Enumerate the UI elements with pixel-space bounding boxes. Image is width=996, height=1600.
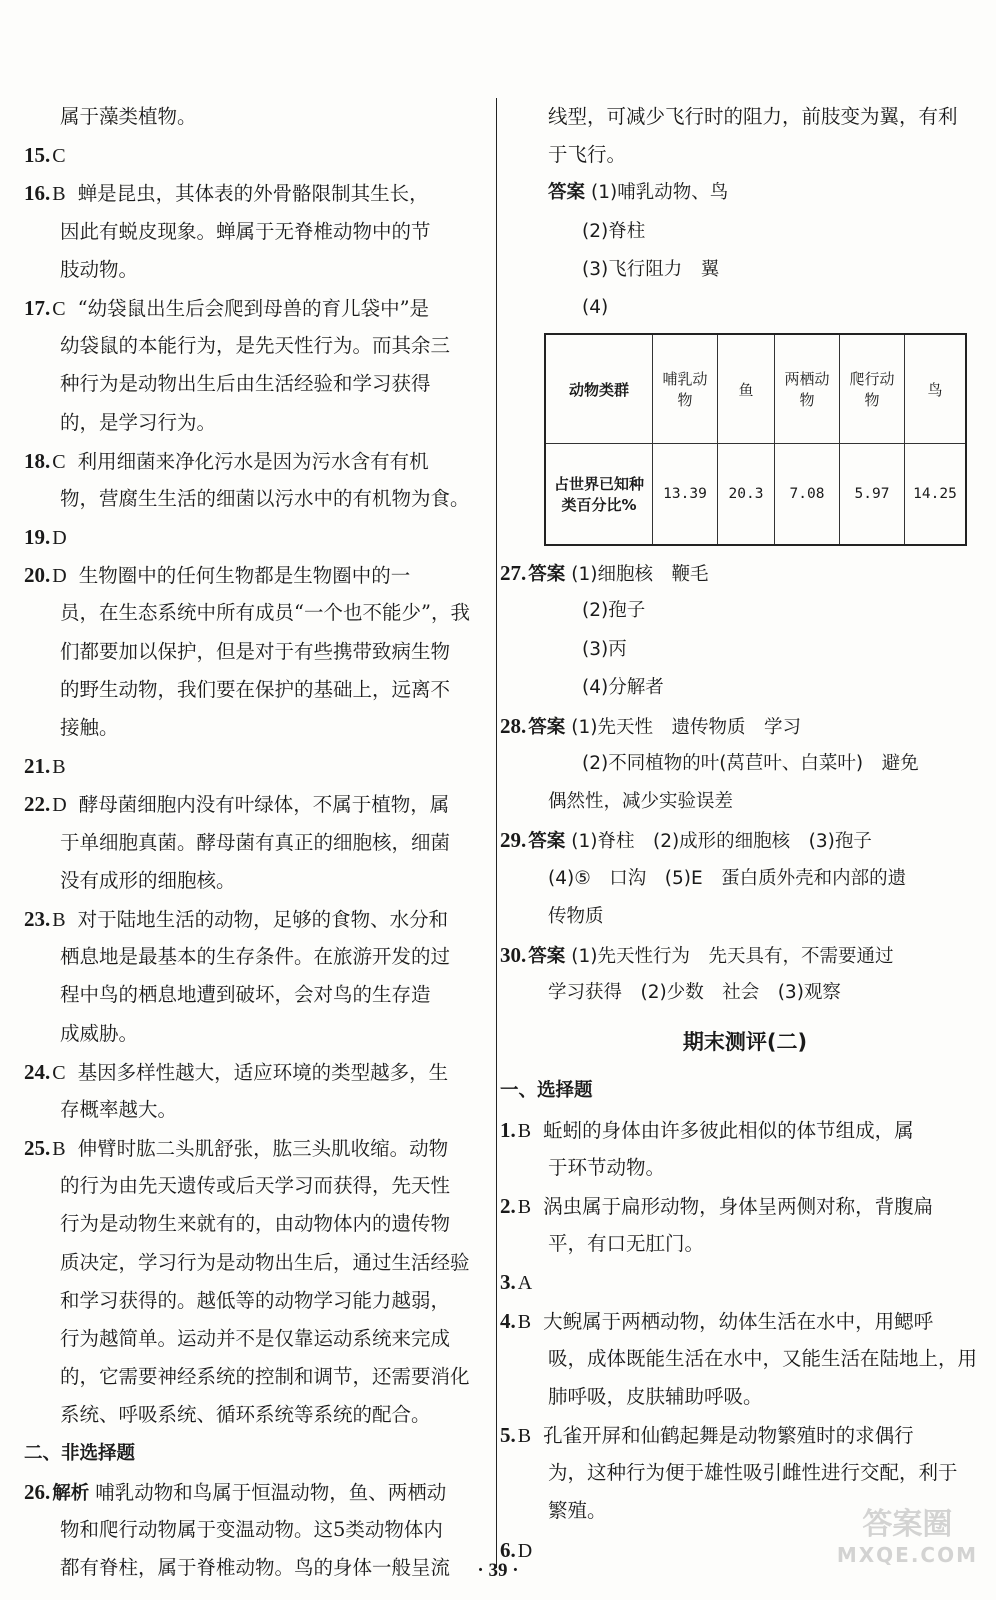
answer-item-17	[24, 289, 486, 327]
table-col-header: 哺乳动物	[653, 334, 718, 444]
choice: C	[52, 450, 66, 473]
text-line: 肺呼吸，皮肤辅助呼吸。	[548, 1384, 763, 1408]
item-number: 28.	[500, 713, 527, 738]
item-number: 4.	[500, 1308, 516, 1333]
answer-item-e5	[500, 1416, 978, 1454]
text-line: 的，是学习行为。	[60, 410, 217, 434]
table-col-header: 爬行动物	[840, 334, 905, 444]
item-number: 17.	[24, 295, 51, 320]
item-number: 25.	[24, 1136, 51, 1161]
text-line: 肢动物。	[60, 257, 139, 281]
explanation: 蝉是昆虫，其体表的外骨骼限制其生长，	[77, 182, 429, 206]
section-heading: 二、非选择题	[24, 1442, 136, 1464]
item-number: 19.	[24, 525, 51, 550]
right-column	[500, 98, 978, 1569]
explanation: 哺乳动物和鸟属于恒温动物，鱼、两栖动	[95, 1480, 447, 1504]
text-line: 和学习获得的。越低等的动物学习能力越弱，	[60, 1288, 451, 1312]
text-line: 成威胁。	[60, 1021, 139, 1045]
table-cell: 5.97	[840, 444, 905, 546]
answer-part: (1)先天性行为 先天具有，不需要通过	[571, 946, 894, 967]
text-line: 行为越简单。运动并不是仅靠运动系统来完成	[60, 1327, 451, 1350]
item-number: 18.	[24, 448, 51, 473]
answer-item-30	[500, 936, 978, 974]
answer-label: 答案	[548, 182, 586, 204]
choice: D	[52, 527, 67, 550]
item-number: 29.	[500, 828, 527, 853]
choice: C	[52, 1061, 66, 1084]
text-line: 种行为是动物出生后由生活经验和学习获得	[60, 372, 431, 396]
item-number: 1.	[500, 1117, 516, 1142]
explanation: 酵母菌细胞内没有叶绿体，不属于植物，属	[78, 793, 450, 817]
answer-item-e1	[500, 1111, 978, 1149]
analysis-label: 解析	[52, 1482, 90, 1504]
item-number: 27.	[500, 561, 527, 586]
answer-item-18	[24, 442, 486, 480]
answer-part: (3)飞行阻力 翼	[582, 258, 720, 280]
answer-item-22	[24, 785, 486, 823]
text-line: 系统、呼吸系统、循环系统等系统的配合。	[60, 1403, 431, 1427]
answer-part: (1)细胞核 鞭毛	[571, 564, 709, 586]
text-line: 接触。	[60, 716, 119, 739]
item-number: 22.	[24, 792, 51, 817]
text-line: 于飞行。	[548, 143, 627, 167]
item-number: 16.	[24, 181, 51, 206]
text-line: 的野生动物，我们要在保护的基础上，远离不	[60, 677, 451, 701]
table-cell: 13.39	[653, 444, 718, 546]
explanation: 大鲵属于两栖动物，幼体生活在水中，用鳃呼	[543, 1309, 934, 1333]
text-line: 没有成形的细胞核。	[60, 868, 236, 892]
answer-item-16	[24, 174, 486, 212]
text-line: 为，这种行为便于雄性吸引雌性进行交配，利于	[548, 1461, 958, 1485]
choice: B	[52, 756, 66, 779]
table-col-header: 鸟	[905, 334, 967, 444]
item-number: 6.	[500, 1537, 516, 1562]
explanation: 孔雀开屏和仙鹤起舞是动物繁殖时的求偶行	[543, 1424, 914, 1448]
table-col-header: 鱼	[718, 334, 775, 444]
item-number: 21.	[24, 754, 51, 779]
item-number: 30.	[500, 943, 527, 967]
answer-item-27	[500, 554, 978, 592]
text-line: 线型，可减少飞行时的阻力，前肢变为翼，有利	[548, 105, 958, 128]
answer-part: 偶然性，减少实验误差	[548, 791, 734, 813]
answer-part: 学习获得 (2)少数 社会 (3)观察	[548, 982, 841, 1004]
answer-part: (1)脊柱 (2)成形的细胞核 (3)孢子	[571, 831, 872, 853]
watermark-sub: MXQE.COM	[836, 1543, 978, 1567]
text-line: 平，有口无肛门。	[548, 1232, 705, 1256]
answer-item-28	[500, 707, 978, 745]
table-cell: 20.3	[718, 444, 775, 546]
choice: B	[52, 908, 66, 931]
text-line: 于单细胞真菌。酵母菌有真正的细胞核，细菌	[60, 830, 451, 854]
answer-part: 传物质	[548, 905, 604, 927]
choice: B	[52, 183, 66, 206]
table-cell: 14.25	[905, 444, 967, 546]
text-line: 物和爬行动物属于变温动物。这5类动物体内	[60, 1517, 443, 1541]
choice: B	[517, 1310, 532, 1333]
text-line: 幼袋鼠的本能行为，是先天性行为。而其余三	[60, 334, 451, 358]
text-line: 于环节动物。	[548, 1155, 666, 1179]
choice: D	[52, 794, 67, 817]
explanation: 蚯蚓的身体由许多彼此相似的体节组成，属	[543, 1118, 914, 1142]
choice: C	[52, 145, 66, 168]
text-line: 的，它需要神经系统的控制和调节，还需要消化	[60, 1365, 470, 1389]
answer-26	[512, 174, 978, 212]
page-number: · 39 ·	[477, 1560, 519, 1581]
answer-item-25	[24, 1129, 486, 1167]
answer-part: (4)⑤ 口沟 (5)E 蛋白质外壳和内部的遗	[548, 867, 907, 889]
item-number: 26.	[24, 1479, 51, 1504]
item-number: 23.	[24, 906, 51, 931]
answer-item-24	[24, 1053, 486, 1091]
explanation: 对于陆地生活的动物，足够的食物、水分和	[77, 907, 449, 931]
text-line: 栖息地是最基本的生存条件。在旅游开发的过	[60, 945, 451, 969]
table-header-label: 动物类群	[545, 334, 653, 444]
answer-part: (3)丙	[582, 638, 627, 660]
choice: B	[517, 1195, 532, 1218]
watermark-main: 答案圈	[862, 1507, 953, 1542]
text-line: 程中鸟的栖息地遭到破坏，会对鸟的生存造	[60, 983, 431, 1007]
answer-part: (1)先天性 遗传物质 学习	[571, 716, 801, 738]
table-row-label: 占世界已知种类百分比%	[545, 444, 653, 546]
answer-item-e4	[500, 1302, 978, 1340]
answer-item-15	[24, 136, 486, 174]
choice: C	[52, 297, 66, 320]
text-line: 因此有蜕皮现象。蝉属于无脊椎动物中的节	[60, 219, 431, 243]
explanation: “幼袋鼠出生后会爬到母兽的育儿袋中”是	[77, 296, 430, 320]
answer-label: 答案	[528, 946, 566, 967]
species-percentage-table	[544, 333, 967, 546]
text-line: 的行为由先天遗传或后天学习而获得，先天性	[60, 1174, 451, 1198]
table-col-header: 两栖动物	[775, 334, 840, 444]
answer-item-26	[24, 1473, 486, 1511]
item-number: 24.	[24, 1059, 51, 1084]
text-line: 繁殖。	[548, 1499, 607, 1523]
column-divider	[496, 98, 497, 1568]
choice: D	[52, 565, 67, 588]
explanation: 利用细菌来净化污水是因为污水含有有机	[77, 449, 429, 473]
item-number: 5.	[500, 1423, 516, 1448]
text-line: 物，营腐生生活的细菌以污水中的有机物为食。	[60, 486, 470, 510]
answer-item-19	[24, 518, 486, 556]
answer-label: 答案	[528, 564, 566, 586]
left-column	[24, 98, 486, 1587]
table-cell: 7.08	[775, 444, 840, 546]
choice: B	[517, 1119, 532, 1142]
answer-label: 答案	[528, 716, 566, 738]
choice: A	[517, 1272, 533, 1295]
text-line: 吸，成体既能生活在水中，又能生活在陆地上，用	[548, 1346, 978, 1370]
item-number: 3.	[500, 1270, 516, 1295]
answer-item-23	[24, 900, 486, 938]
section-heading: 一、选择题	[500, 1080, 593, 1102]
item-number: 15.	[24, 143, 51, 168]
text-line: 属于藻类植物。	[60, 105, 197, 128]
answer-part: (2)脊柱	[582, 220, 646, 242]
answer-item-e3	[500, 1263, 978, 1301]
explanation: 生物圈中的任何生物都是生物圈中的一	[78, 564, 411, 588]
exam-title: 期末测评(二)	[682, 1030, 808, 1055]
explanation: 涡虫属于扁形动物，身体呈两侧对称，背腹扁	[543, 1194, 934, 1218]
answer-label: 答案	[528, 831, 566, 853]
answer-part: (4)	[582, 296, 609, 318]
item-number: 20.	[24, 563, 51, 588]
answer-part: (4)分解者	[582, 676, 664, 698]
explanation: 伸臂时肱二头肌舒张，肱三头肌收缩。动物	[77, 1137, 449, 1161]
answer-part: (2)孢子	[582, 600, 646, 622]
answer-item-21	[24, 747, 486, 785]
item-number: 2.	[500, 1193, 516, 1218]
text-line: 都有脊柱，属于脊椎动物。鸟的身体一般呈流	[60, 1556, 451, 1580]
text-line: 们都要加以保护，但是对于有些携带致病生物	[60, 639, 451, 663]
text-line: 质决定，学习行为是动物出生后，通过生活经验	[60, 1250, 470, 1274]
text-line: 行为是动物生来就有的，由动物体内的遗传物	[60, 1212, 451, 1236]
choice: B	[517, 1425, 532, 1448]
choice: B	[52, 1138, 66, 1161]
answer-item-e2	[500, 1187, 978, 1225]
explanation: 基因多样性越大，适应环境的类型越多，生	[77, 1060, 449, 1084]
answer-item-20	[24, 556, 486, 594]
answer-part: (1)哺乳动物、鸟	[591, 182, 729, 204]
text-line: 存概率越大。	[60, 1097, 178, 1121]
answer-part: (2)不同植物的叶(莴苣叶、白菜叶) 避免	[582, 753, 919, 775]
text-line: 员，在生态系统中所有成员“一个也不能少”，我	[60, 601, 470, 625]
choice: D	[517, 1539, 533, 1562]
answer-item-29	[500, 821, 978, 859]
